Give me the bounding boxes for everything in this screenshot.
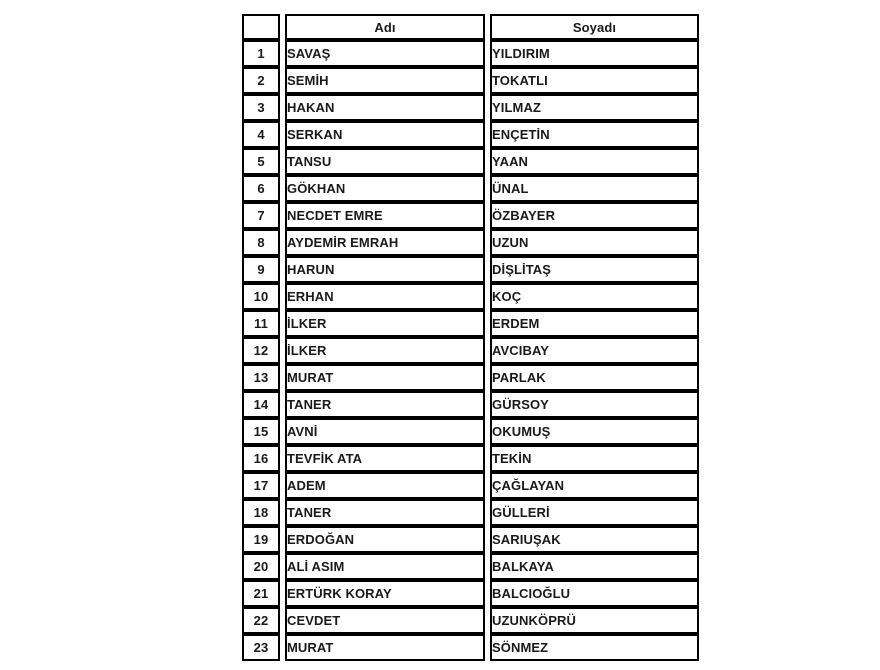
soyadi-cell: ERDEM: [490, 310, 699, 337]
soyadi-cell: ÖZBAYER: [490, 202, 699, 229]
table-row: [242, 310, 699, 337]
row-number-cell: 19: [242, 526, 280, 553]
soyadi-cell: AVCIBAY: [490, 337, 699, 364]
soyadi-cell: UZUNKÖPRÜ: [490, 607, 699, 634]
corner-header-cell: [242, 14, 280, 40]
adi-cell: MURAT: [285, 634, 485, 661]
row-number-cell: 16: [242, 445, 280, 472]
names-table-container: [237, 14, 704, 661]
table-row: [242, 67, 699, 94]
row-number-cell: 8: [242, 229, 280, 256]
row-number-cell: 7: [242, 202, 280, 229]
row-number-cell: 21: [242, 580, 280, 607]
table-header: [242, 14, 699, 40]
soyadi-cell: YAAN: [490, 148, 699, 175]
soyadi-cell: OKUMUŞ: [490, 418, 699, 445]
table-row: [242, 40, 699, 67]
soyadi-cell: YILMAZ: [490, 94, 699, 121]
table-row: [242, 283, 699, 310]
row-number-cell: 14: [242, 391, 280, 418]
adi-cell: SERKAN: [285, 121, 485, 148]
table-row: [242, 229, 699, 256]
soyadi-cell: KOÇ: [490, 283, 699, 310]
table-row: [242, 121, 699, 148]
adi-cell: TANER: [285, 391, 485, 418]
row-number-cell: 17: [242, 472, 280, 499]
table-row: [242, 445, 699, 472]
soyadi-cell: GÜLLERİ: [490, 499, 699, 526]
soyadi-cell: YILDIRIM: [490, 40, 699, 67]
table-body: [242, 40, 699, 661]
row-number-cell: 23: [242, 634, 280, 661]
soyadi-cell: PARLAK: [490, 364, 699, 391]
row-number-cell: 9: [242, 256, 280, 283]
row-number-cell: 6: [242, 175, 280, 202]
table-row: [242, 607, 699, 634]
column-header-soyadi: Soyadı: [490, 14, 699, 40]
table-row: [242, 337, 699, 364]
column-header-adi: Adı: [285, 14, 485, 40]
row-number-cell: 1: [242, 40, 280, 67]
soyadi-cell: SÖNMEZ: [490, 634, 699, 661]
soyadi-cell: DİŞLİTAŞ: [490, 256, 699, 283]
adi-cell: AYDEMİR EMRAH: [285, 229, 485, 256]
table-row: [242, 175, 699, 202]
soyadi-cell: BALKAYA: [490, 553, 699, 580]
adi-cell: NECDET EMRE: [285, 202, 485, 229]
row-number-cell: 15: [242, 418, 280, 445]
adi-cell: SAVAŞ: [285, 40, 485, 67]
soyadi-cell: UZUN: [490, 229, 699, 256]
soyadi-cell: ÇAĞLAYAN: [490, 472, 699, 499]
adi-cell: ERTÜRK KORAY: [285, 580, 485, 607]
adi-cell: ADEM: [285, 472, 485, 499]
table-row: [242, 364, 699, 391]
names-table: [237, 14, 704, 661]
row-number-cell: 22: [242, 607, 280, 634]
table-row: [242, 256, 699, 283]
table-row: [242, 94, 699, 121]
adi-cell: MURAT: [285, 364, 485, 391]
soyadi-cell: GÜRSOY: [490, 391, 699, 418]
row-number-cell: 10: [242, 283, 280, 310]
table-row: [242, 202, 699, 229]
row-number-cell: 20: [242, 553, 280, 580]
soyadi-cell: SARIUŞAK: [490, 526, 699, 553]
adi-cell: ALİ ASIM: [285, 553, 485, 580]
soyadi-cell: BALCIOĞLU: [490, 580, 699, 607]
adi-cell: GÖKHAN: [285, 175, 485, 202]
adi-cell: AVNİ: [285, 418, 485, 445]
adi-cell: SEMİH: [285, 67, 485, 94]
adi-cell: ERHAN: [285, 283, 485, 310]
table-row: [242, 526, 699, 553]
soyadi-cell: TEKİN: [490, 445, 699, 472]
adi-cell: İLKER: [285, 337, 485, 364]
row-number-cell: 11: [242, 310, 280, 337]
table-row: [242, 580, 699, 607]
row-number-cell: 5: [242, 148, 280, 175]
adi-cell: ERDOĞAN: [285, 526, 485, 553]
soyadi-cell: ENÇETİN: [490, 121, 699, 148]
adi-cell: HARUN: [285, 256, 485, 283]
table-row: [242, 499, 699, 526]
header-row: [242, 14, 699, 40]
row-number-cell: 13: [242, 364, 280, 391]
adi-cell: HAKAN: [285, 94, 485, 121]
table-row: [242, 634, 699, 661]
row-number-cell: 2: [242, 67, 280, 94]
row-number-cell: 12: [242, 337, 280, 364]
adi-cell: TEVFİK ATA: [285, 445, 485, 472]
adi-cell: CEVDET: [285, 607, 485, 634]
table-row: [242, 391, 699, 418]
adi-cell: İLKER: [285, 310, 485, 337]
adi-cell: TANSU: [285, 148, 485, 175]
row-number-cell: 3: [242, 94, 280, 121]
soyadi-cell: TOKATLI: [490, 67, 699, 94]
adi-cell: TANER: [285, 499, 485, 526]
table-row: [242, 418, 699, 445]
soyadi-cell: ÜNAL: [490, 175, 699, 202]
table-row: [242, 148, 699, 175]
row-number-cell: 4: [242, 121, 280, 148]
row-number-cell: 18: [242, 499, 280, 526]
table-row: [242, 472, 699, 499]
table-row: [242, 553, 699, 580]
